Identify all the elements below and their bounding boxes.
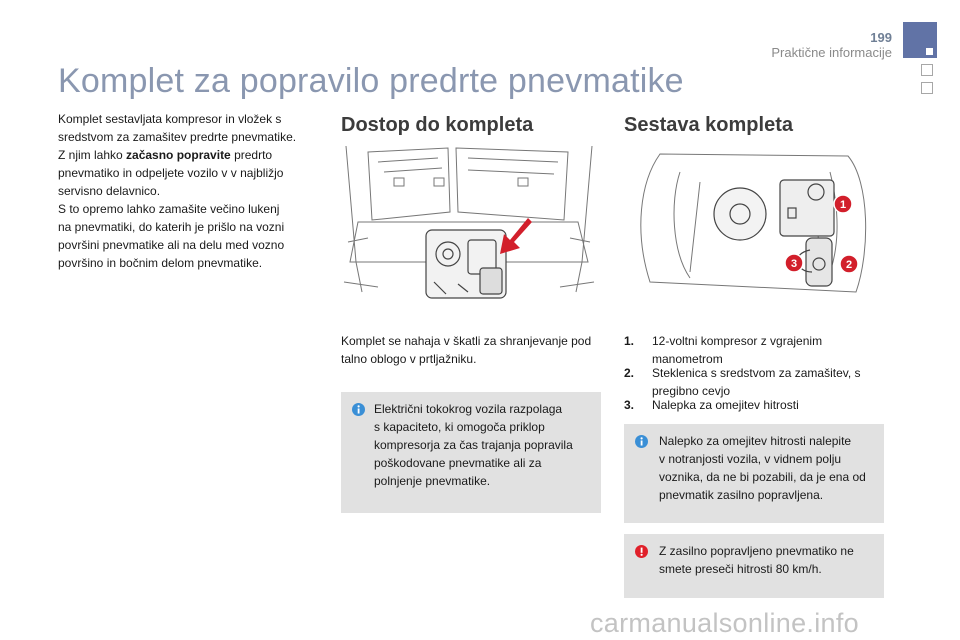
list-item: 3. Nalepka za omejitev hitrosti xyxy=(624,398,799,412)
info-icon xyxy=(352,403,365,416)
svg-text:1: 1 xyxy=(839,199,847,211)
access-text: Komplet se nahaja v škatli za shranjevanje pod talno oblogo v prtljažniku. xyxy=(341,334,592,366)
svg-text:2: 2 xyxy=(845,259,853,271)
trunk-illustration xyxy=(338,142,600,302)
watermark: carmanualsonline.info xyxy=(590,608,859,638)
callout-2 xyxy=(840,255,858,273)
warning-icon xyxy=(635,545,648,558)
list-item: 1. 12-voltni kompresor z vgrajenim manometrom xyxy=(624,334,823,366)
info-icon xyxy=(635,435,648,448)
page-title: Komplet za popravilo predrte pnevmatike xyxy=(58,62,684,100)
arrow-icon xyxy=(500,218,532,254)
kit-illustration xyxy=(620,142,884,304)
chapter-tab[interactable] xyxy=(921,82,933,94)
section-label: Praktične informacije xyxy=(771,45,892,60)
list-item: 2. Steklenica s sredstvom za zamašitev, s pregibno cevjo xyxy=(624,366,861,398)
info-box-electrical: Električni tokokrog vozila razpolaga s kapaciteto, ki omogoča priklop kompresorja za čas trajanja popravila poškodovane pnevmatike ali za polnjenje pnevmatike. xyxy=(341,392,601,513)
warning-box-speed: Z zasilno popravljeno pnevmatiko ne smete preseči hitrosti 80 km/h. xyxy=(624,534,884,598)
page-number: 199 xyxy=(870,30,892,45)
info-box-sticker: Nalepko za omejitev hitrosti nalepite v notranjosti vozila, v vidnem polju voznika, da ne bi pozabili, da je ena od pnevmatik zasilno popravljena. xyxy=(624,424,884,523)
callout-3 xyxy=(785,254,803,272)
chapter-tab-active[interactable] xyxy=(903,22,937,58)
svg-text:3: 3 xyxy=(790,258,798,270)
chapter-tab[interactable] xyxy=(921,64,933,76)
kit-heading: Sestava kompleta xyxy=(624,114,793,136)
access-heading: Dostop do kompleta xyxy=(341,114,534,136)
callout-1 xyxy=(834,195,852,213)
intro-paragraph: Komplet sestavljata kompresor in vložek s sredstvom za zamašitev predrte pnevmatike. Z njim lahko začasno popravite predrto pnevmatiko in odpeljete vozilo v v najbližjo servisno delavnico. S to opremo lahko zamašite večino lukenj na pnevmatiki, do katerih je prišlo na vozni površini pnevmatike ali na delu med vozno površino in bočnim delom pnevmatike. xyxy=(58,112,297,270)
